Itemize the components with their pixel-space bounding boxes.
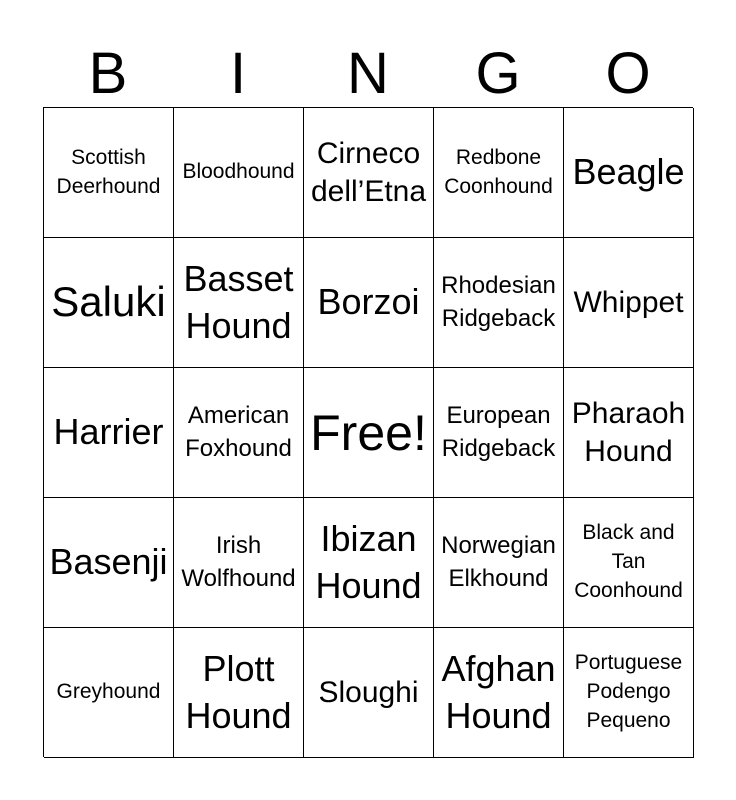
bingo-cell: [174, 368, 304, 498]
bingo-cell: [304, 628, 434, 758]
bingo-cell: [44, 368, 174, 498]
header-letter-i: I: [229, 41, 247, 106]
bingo-cell: [434, 368, 564, 498]
bingo-cell: [174, 498, 304, 628]
bingo-cell: [174, 628, 304, 758]
header-letter-g: G: [475, 41, 521, 106]
bingo-cell-text: Saluki: [51, 278, 166, 326]
bingo-cell-text: Ibizan Hound: [315, 517, 422, 606]
bingo-cell: [304, 498, 434, 628]
bingo-cell: [174, 238, 304, 368]
bingo-cell: [44, 498, 174, 628]
bingo-cell: [564, 238, 694, 368]
bingo-cell-text: Afghan Hound: [441, 647, 556, 736]
header-letter-n: N: [347, 41, 389, 106]
bingo-cell-text: Harrier: [53, 411, 164, 453]
bingo-cell: [304, 238, 434, 368]
bingo-board: [43, 107, 693, 757]
bingo-cell-text: Pharaoh Hound: [571, 397, 686, 468]
bingo-cell-text: Greyhound: [56, 680, 161, 704]
bingo-cell-text: Basset Hound: [183, 257, 294, 346]
bingo-cell: [564, 628, 694, 758]
bingo-cell-text: Bloodhound: [182, 160, 295, 184]
bingo-cell-text: Plott Hound: [185, 647, 292, 736]
header-letter-b: B: [88, 41, 128, 106]
bingo-cell: [434, 498, 564, 628]
bingo-cell-text: Cirneco dell’Etna: [310, 137, 427, 208]
free-space-text: Free!: [310, 404, 427, 461]
bingo-cell-text: Irish Wolfhound: [181, 532, 296, 592]
bingo-cell: [564, 108, 694, 238]
bingo-cell-text: European Ridgeback: [441, 402, 556, 462]
bingo-cell-text: Redbone Coonhound: [444, 145, 553, 198]
bingo-cell: [44, 238, 174, 368]
bingo-cell-text: Scottish Deerhound: [56, 145, 161, 198]
bingo-cell-text: American Foxhound: [185, 402, 292, 462]
bingo-cell: [304, 108, 434, 238]
bingo-cell: [434, 238, 564, 368]
bingo-cell-text: Borzoi: [317, 281, 420, 323]
bingo-cell: [44, 108, 174, 238]
bingo-cell-text: Portuguese Podengo Pequeno: [574, 651, 683, 732]
bingo-cell-text: Rhodesian Ridgeback: [441, 272, 556, 332]
bingo-cell: [564, 498, 694, 628]
bingo-cell-text: Basenji: [49, 541, 168, 583]
bingo-cell-text: Beagle: [572, 151, 685, 193]
bingo-cell: [174, 108, 304, 238]
bingo-cell-text: Whippet: [573, 285, 684, 319]
free-space-cell: [304, 368, 434, 498]
bingo-cell-text: Norwegian Elkhound: [441, 532, 556, 592]
bingo-header: [43, 42, 693, 106]
bingo-cell-text: Black and Tan Coonhound: [574, 521, 683, 602]
bingo-cell: [44, 628, 174, 758]
bingo-cell: [434, 108, 564, 238]
bingo-cell: [434, 628, 564, 758]
header-letter-o: O: [605, 41, 651, 106]
bingo-cell: [564, 368, 694, 498]
bingo-cell-text: Sloughi: [318, 675, 419, 709]
